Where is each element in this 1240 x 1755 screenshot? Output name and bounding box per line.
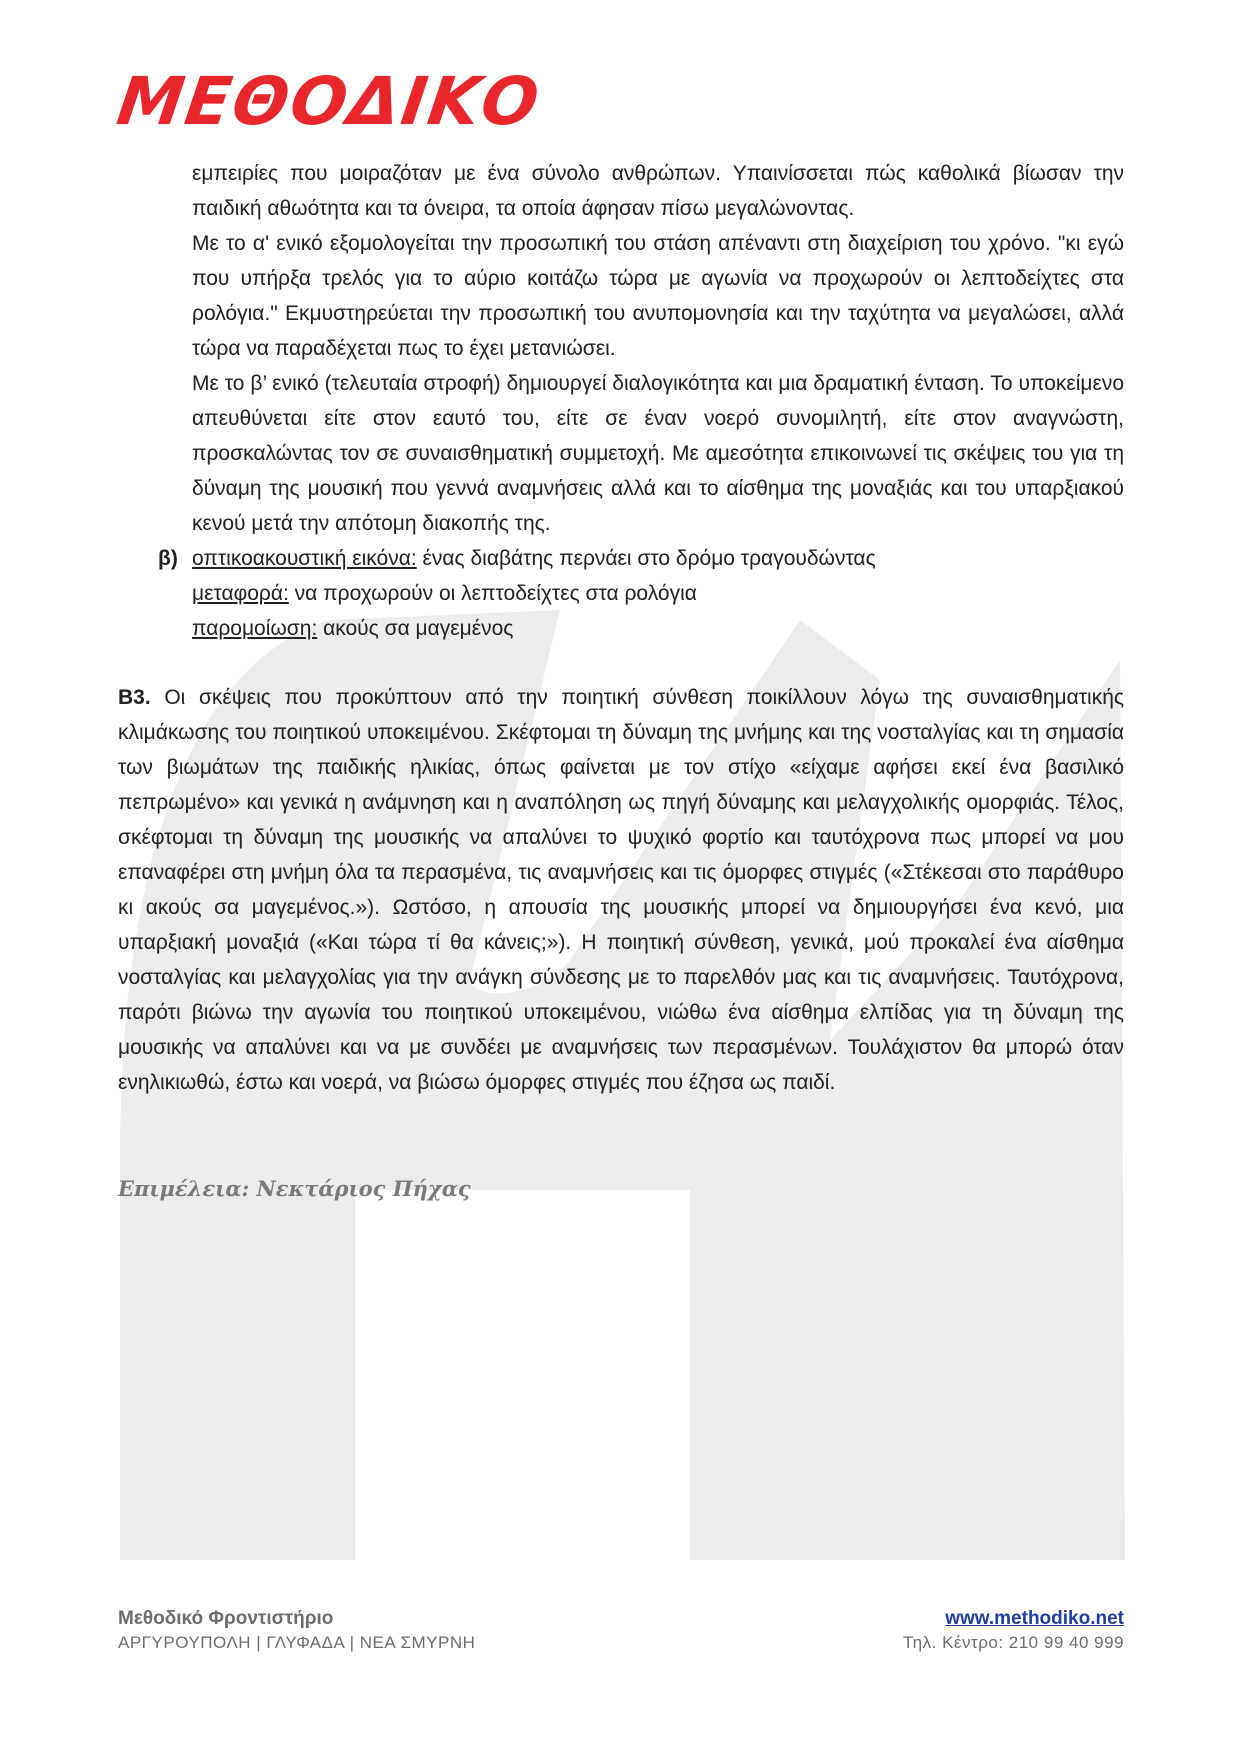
logo xyxy=(112,63,546,140)
section-b3 xyxy=(118,680,1124,1100)
footer-right xyxy=(903,1606,1124,1654)
logo-text: ΜΕΘΟΔΙΚΟ xyxy=(112,63,546,140)
intro-paragraph-3: Με το β’ ενικό (τελευταία στροφή) δημιουργεί διαλογικότητα και μια δραματική ένταση. Το υποκείμενο απευθύνεται είτε στον εαυτό του, είτε σε έναν νοερό συνομιλητή, είτε στον αναγνώστη, προσκαλώντας τον σε συναισθηματική συμμετοχή. Με αμεσότητα επικοινωνεί τις σκέψεις του για τη δύναμη της μουσική που γεννά αναμνήσεις αλλά και το αίσθημα της μοναξιάς και του υπαρξιακού κενού μετά την απότομη διακοπής της. xyxy=(192,372,1124,535)
intro-paragraph-2: Με το α' ενικό εξομολογείται την προσωπική του στάση απέναντι στη διαχείριση του χρόνο. "κι εγώ που υπήρξα τρελός για το αύριο κοιτάζω τώρα με αγωνία να προχωρούν οι λεπτοδείχτες στα ρολόγια." Εκμυστηρεύεται την προσωπική του ανυπομονησία και την ταχύτητα να μεγαλώσει, αλλά τώρα να παραδέχεται πως το έχει μετανιώσει. xyxy=(192,232,1124,360)
figure-term: μεταφορά: xyxy=(192,582,289,605)
figure-example: ακούς σα μαγεμένος xyxy=(317,617,514,640)
website-link[interactable]: www.methodiko.net xyxy=(945,1608,1124,1629)
intro-paragraph-1: εμπειρίες που μοιραζόταν με ένα σύνολο ανθρώπων. Υπαινίσσεται πώς καθολικά βίωσαν την παιδική αθωότητα και τα όνειρα, τα οποία άφησαν πίσω μεγαλώνοντας. xyxy=(192,162,1124,220)
section-b xyxy=(118,541,1124,646)
section-b3-text: Οι σκέψεις που προκύπτουν από την ποιητική σύνθεση ποικίλλουν λόγω της συναισθηματικής κλιμάκωσης του ποιητικού υποκειμένου. Σκέφτομαι τη δύναμη της μνήμης και της νοσταλγίας και τη σημασία των βιωμάτων της παιδικής ηλικίας, όπως φαίνεται με τον στίχο «είχαμε αφήσει εκεί ένα βασιλικό πεπρωμένο» και γενικά η ανάμνηση και η αναπόληση ως πηγή δύναμης και μελαγχολικής ομορφιάς. Τέλος, σκέφτομαι τη δύναμη της μουσικής να απαλύνει το ψυχικό φορτίο και ταυτόχρονα πως μπορεί να μου επαναφέρει στη μνήμη όλα τα περασμένα, τις αναμνήσεις και τις όμορφες στιγμές («Στέκεσαι στο παράθυρο κι ακούς σα μαγεμένος.»). Ωστόσο, η απουσία της μουσικής μπορεί να δημιουργήσει ένα κενό, μια υπαρξιακή μοναξιά («Και τώρα τί θα κάνεις;»). Η ποιητική σύνθεση, γενικά, μού προκαλεί ένα αίσθημα νοσταλγίας και μελαγχολίας για την ανάγκη σύνδεσης με το παρελθόν μας και τις αναμνήσεις. Ταυτόχρονα, παρότι βιώνω την αγωνία του ποιητικού υποκειμένου, νιώθω ένα αίσθημα ελπίδας για τη δύναμη της μουσικής να απαλύνει και να με συνδέει με αναμνήσεις των περασμένων. Τουλάχιστον θα μπορώ όταν ενηλικιωθώ, έστω και νοερά, να βιώσω όμορφες στιγμές που έζησα ως παιδί. xyxy=(118,686,1124,1094)
figure-example: να προχωρούν οι λεπτοδείχτες στα ρολόγια xyxy=(288,582,697,605)
figure-term: παρομοίωση: xyxy=(192,617,318,640)
figure-of-speech-item xyxy=(192,611,1124,646)
section-b3-label: Β3. xyxy=(118,686,151,709)
figure-example: ένας διαβάτης περνάει στο δρόμο τραγουδώντας xyxy=(416,547,876,570)
section-b-label: β) xyxy=(158,547,178,570)
footer-left xyxy=(118,1606,475,1654)
footer-org-name: Μεθοδικό Φροντιστήριο xyxy=(118,1608,334,1629)
footer-locations: ΑΡΓΥΡΟΥΠΟΛΗ | ΓΛΥΦΑΔΑ | ΝΕΑ ΣΜΥΡΝΗ xyxy=(118,1633,476,1652)
figure-of-speech-item xyxy=(192,541,1124,576)
figure-term: οπτικοακουστική εικόνα: xyxy=(192,547,417,570)
credit-line: Επιμέλεια: Νεκτάριος Πήχας xyxy=(118,1176,471,1201)
footer-phone: Τηλ. Κέντρο: 210 99 40 999 xyxy=(903,1633,1124,1652)
figure-of-speech-item xyxy=(192,576,1124,611)
document-body xyxy=(118,156,1124,1100)
